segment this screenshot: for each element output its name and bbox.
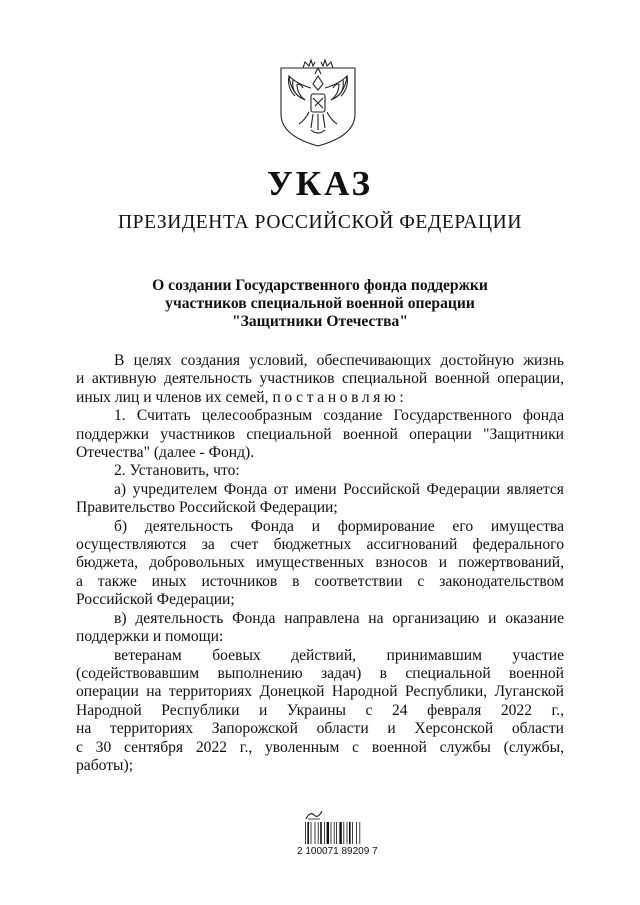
- decree-keyword: постановляю:: [272, 388, 408, 406]
- document-subtitle: ПРЕЗИДЕНТА РОССИЙСКОЙ ФЕДЕРАЦИИ: [117, 212, 523, 233]
- barcode-number: 2 100071 89209 7: [297, 846, 378, 857]
- body-line: Российской Федерации;: [76, 591, 235, 609]
- body-line: [76, 389, 564, 407]
- document-heading: [0, 277, 640, 331]
- body-line: ветеранам боевых действий, принимавшим участие: [114, 646, 564, 664]
- body-line: В целях создания условий, обеспечивающих достойную жизнь: [114, 352, 564, 369]
- body-line: поддержки и помощи:: [76, 628, 224, 646]
- body-line: 1. Считать целесообразным создание Государственного фонда: [114, 407, 564, 425]
- body-line: бюджета, добровольных имущественных взносов и пожертвований,: [76, 554, 564, 572]
- body-line: Народной Республики и Украины с 24 февраля 2022 г.,: [76, 701, 564, 719]
- body-line: 2. Установить, что:: [114, 462, 240, 480]
- body-line: а также иных источников в соответствии с законодательством: [76, 572, 564, 590]
- heading-line: участников специальной военной операции: [165, 295, 475, 312]
- body-line: на территориях Запорожской области и Херсонской области: [76, 720, 564, 738]
- body-line: Отечества" (далее - Фонд).: [76, 444, 255, 462]
- heading-line: "Защитники Отечества": [231, 313, 409, 330]
- body-line: Правительство Российской Федерации;: [76, 499, 338, 517]
- publisher-logo-icon: [304, 809, 324, 821]
- document-title: УКАЗ: [267, 164, 373, 203]
- document-body: [76, 352, 564, 775]
- body-line: поддержки участников специальной военной операции "Защитники: [76, 425, 564, 443]
- body-line-part: иных лиц и членов их семей,: [76, 388, 269, 406]
- heading-line: О создании Государственного фонда поддержки: [152, 277, 488, 294]
- body-line: операции на территориях Донецкой Народной Республики, Луганской: [76, 683, 564, 701]
- barcode: [305, 822, 365, 844]
- body-line: осуществляются за счет бюджетных ассигнований федерального: [76, 536, 564, 554]
- body-line: а) учредителем Фонда от имени Российской Федерации является: [114, 480, 564, 498]
- body-line: б) деятельность Фонда и формирование его имущества: [114, 517, 564, 535]
- body-line: и активную деятельность участников специальной военной операции,: [76, 370, 564, 388]
- coat-of-arms-icon: [275, 54, 361, 148]
- body-line: с 30 сентября 2022 г., уволенным с военной службы (службы,: [76, 738, 564, 756]
- body-line: в) деятельность Фонда направлена на организацию и оказание: [114, 609, 564, 627]
- body-line: работы);: [76, 756, 134, 774]
- body-line: (содействовавшим выполнению задач) в специальной военной: [76, 664, 564, 682]
